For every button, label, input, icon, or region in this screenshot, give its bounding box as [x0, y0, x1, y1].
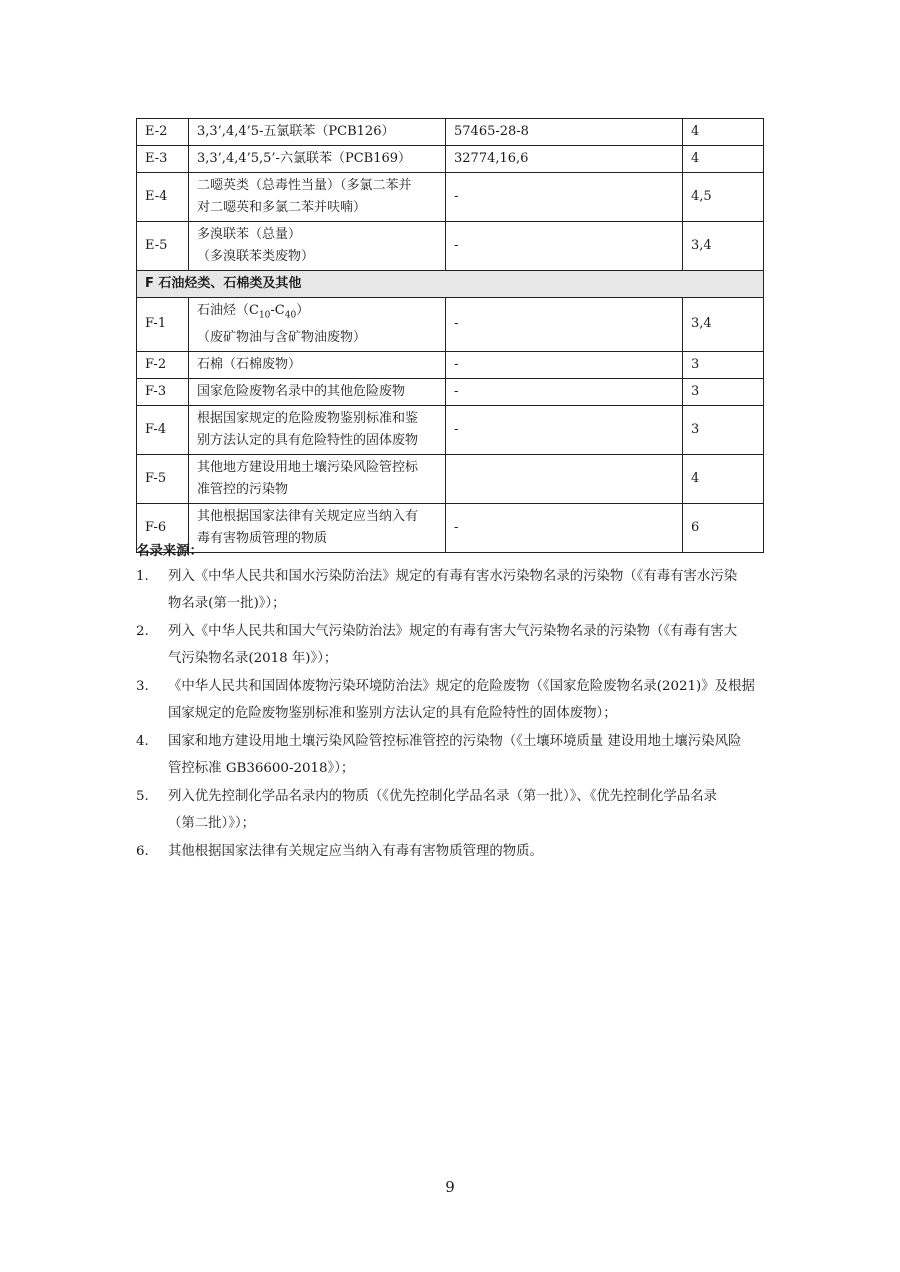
cell-name: [189, 454, 446, 503]
source-number: 1.: [136, 569, 149, 584]
substance-table: [136, 118, 764, 553]
table-row: [137, 146, 764, 173]
cell-cas: 32774,16,6: [446, 146, 683, 173]
cell-code: F-4: [137, 405, 189, 454]
table-row: [137, 222, 764, 271]
table-row: [137, 454, 764, 503]
cell-source: 4: [683, 146, 764, 173]
name-part: -C: [270, 303, 285, 318]
cell-code: E-5: [137, 222, 189, 271]
name-line: 其他根据国家法律有关规定应当纳入有: [197, 508, 419, 524]
cell-name: [189, 222, 446, 271]
table-row: [137, 119, 764, 146]
cell-code: E-4: [137, 173, 189, 222]
source-line: 国家规定的危险废物鉴别标准和鉴别方法认定的具有危险特性的固体废物）；: [168, 706, 617, 721]
name-line: 多溴联苯（总量）: [197, 227, 302, 242]
name-line: 国家危险废物名录中的其他危险废物: [197, 383, 406, 399]
name-part: 40: [284, 310, 297, 321]
name-line: 毒有害物质管理的物质: [197, 530, 328, 546]
source-item: [136, 618, 766, 672]
cell-cas: -: [446, 173, 683, 222]
cell-source: 3: [683, 378, 764, 405]
name-line: 3,3’,4,4’5,5’-六氯联苯（PCB169）: [197, 151, 412, 166]
source-line: 列入优先控制化学品名录内的物质（《优先控制化学品名录（第一批）》、《优先控制化学品名录: [168, 789, 717, 804]
name-part: 石油烃（C: [197, 303, 259, 318]
name-line: 3,3’,4,4’5-五氯联苯（PCB126）: [197, 124, 395, 139]
source-number: 3.: [136, 679, 149, 694]
name-line: （多溴联苯类废物）: [197, 249, 315, 264]
cell-name: [189, 405, 446, 454]
cell-name: [189, 173, 446, 222]
name-line: 石棉（石棉废物）: [197, 356, 302, 372]
name-line: [197, 300, 437, 327]
source-number: 6.: [136, 844, 149, 859]
name-part: ）: [296, 303, 310, 318]
cell-code: E-2: [137, 119, 189, 146]
sources-heading: 名录来源：: [136, 544, 203, 559]
source-number: 2.: [136, 624, 149, 639]
cell-source: 3: [683, 351, 764, 378]
name-line: 其他地方建设用地土壤污染风险管控标: [197, 459, 419, 475]
cell-source: 4: [683, 454, 764, 503]
table-row: [137, 173, 764, 222]
cell-name: [189, 119, 446, 146]
cell-code: F-5: [137, 454, 189, 503]
cell-name: [189, 378, 446, 405]
cell-source: 3,4: [683, 298, 764, 352]
name-line: 别方法认定的具有危险特性的固体废物: [197, 432, 419, 448]
cell-source: 6: [683, 503, 764, 552]
table-row: [137, 378, 764, 405]
source-line: 其他根据国家法律有关规定应当纳入有毒有害物质管理的物质。: [168, 844, 543, 859]
page-number: 9: [445, 1178, 455, 1196]
source-number: 4.: [136, 734, 149, 749]
sources-section: [136, 540, 766, 866]
source-line: 管控标准 GB36600-2018》）；: [168, 761, 355, 776]
name-part: 10: [258, 310, 271, 321]
source-line: 物名录(第一批)》）；: [168, 596, 286, 611]
section-title: F 石油烃类、石棉类及其他: [137, 271, 764, 298]
cell-source: 4: [683, 119, 764, 146]
cell-source: 3,4: [683, 222, 764, 271]
cell-cas: -: [446, 378, 683, 405]
source-line: 气污染物名录(2018 年)》）；: [168, 651, 338, 666]
name-line: 准管控的污染物: [197, 481, 289, 497]
name-line: 根据国家规定的危险废物鉴别标准和鉴: [197, 410, 419, 426]
cell-source: 4,5: [683, 173, 764, 222]
source-line: 列入《中华人民共和国水污染防治法》规定的有毒有害水污染物名录的污染物（《有毒有害水污染: [168, 569, 738, 584]
cell-code: F-2: [137, 351, 189, 378]
source-line: 国家和地方建设用地土壤污染风险管控标准管控的污染物（《土壤环境质量 建设用地土壤污染风险: [168, 734, 742, 749]
cell-code: E-3: [137, 146, 189, 173]
table-row: [137, 298, 764, 352]
source-line: 列入《中华人民共和国大气污染防治法》规定的有毒有害大气污染物名录的污染物（《有毒有害大: [168, 624, 738, 639]
cell-cas: -: [446, 222, 683, 271]
cell-cas: 57465-28-8: [446, 119, 683, 146]
cell-code: F-6: [137, 503, 189, 552]
source-item: [136, 728, 766, 782]
cell-cas: -: [446, 351, 683, 378]
cell-name: [189, 298, 446, 352]
cell-name: [189, 146, 446, 173]
cell-code: F-3: [137, 378, 189, 405]
name-line: 二噁英类（总毒性当量）（多氯二苯并: [197, 178, 412, 193]
name-line: 对二噁英和多氯二苯并呋喃）: [197, 200, 367, 215]
source-line: 《中华人民共和国固体废物污染环境防治法》规定的危险废物（《国家危险废物名录(2021)》及根据: [168, 679, 755, 694]
cell-code: F-1: [137, 298, 189, 352]
substance-table-body: [137, 119, 764, 553]
sources-list: [136, 563, 766, 865]
cell-name: [189, 351, 446, 378]
source-item: [136, 838, 766, 865]
source-line: （第二批）》）；: [168, 816, 256, 831]
cell-cas: -: [446, 298, 683, 352]
table-row: [137, 405, 764, 454]
cell-cas: -: [446, 503, 683, 552]
table-row: [137, 351, 764, 378]
section-row: [137, 271, 764, 298]
source-item: [136, 563, 766, 617]
cell-cas: [446, 454, 683, 503]
source-item: [136, 673, 766, 727]
cell-source: 3: [683, 405, 764, 454]
name-line: （废矿物油与含矿物油废物）: [197, 329, 367, 345]
cell-cas: -: [446, 405, 683, 454]
source-item: [136, 783, 766, 837]
source-number: 5.: [136, 789, 149, 804]
